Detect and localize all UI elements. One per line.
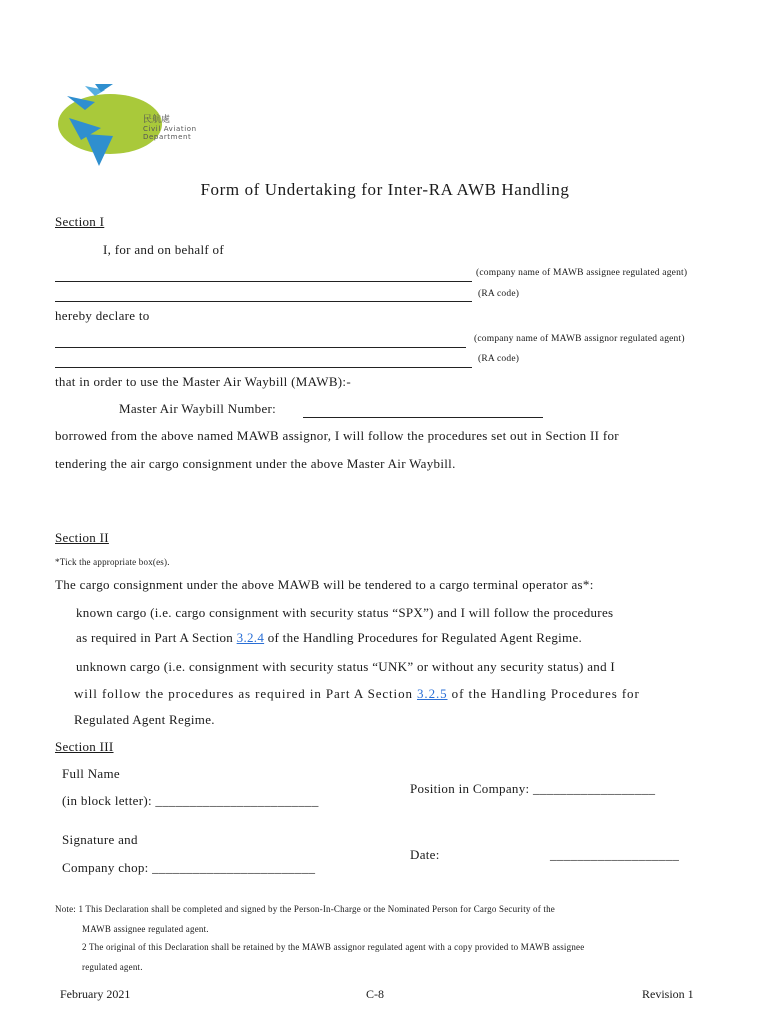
known-cargo-line2-pre: as required in Part A Section bbox=[76, 630, 237, 645]
tick-note: *Tick the appropriate box(es). bbox=[55, 557, 170, 567]
section-1-intro: I, for and on behalf of bbox=[103, 242, 224, 257]
assignor-name-line[interactable] bbox=[55, 347, 466, 348]
footer-date: February 2021 bbox=[60, 987, 131, 1001]
unknown-cargo-line1: unknown cargo (i.e. consignment with security status “UNK” or without any security status) and I bbox=[76, 659, 616, 674]
assignee-name-line[interactable] bbox=[55, 281, 472, 282]
section-3-heading: Section III bbox=[55, 739, 114, 754]
assignor-caption: (company name of MAWB assignor regulated agent) bbox=[474, 334, 685, 344]
section-2-heading: Section II bbox=[55, 530, 109, 545]
logo-chinese-name: 民航處 bbox=[143, 115, 171, 125]
declare-text: hereby declare to bbox=[55, 308, 150, 323]
page-title: Form of Undertaking for Inter-RA AWB Handling bbox=[200, 180, 570, 199]
footer-page-number: C-8 bbox=[366, 987, 384, 1001]
known-cargo-line1: known cargo (i.e. cargo consignment with security status “SPX”) and I will follow the procedures bbox=[76, 605, 614, 620]
section-1-heading: Section I bbox=[55, 214, 105, 229]
logo-english-line2: Department bbox=[143, 133, 192, 141]
section-1-body-line2: tendering the air cargo consignment under the above Master Air Waybill. bbox=[55, 456, 456, 471]
section-2-lead: The cargo consignment under the above MAWB will be tendered to a cargo terminal operator as*: bbox=[55, 577, 594, 592]
note-1-line2: MAWB assignee regulated agent. bbox=[82, 924, 209, 934]
mawb-number-field[interactable] bbox=[303, 417, 543, 418]
unknown-cargo-line2 bbox=[74, 686, 640, 702]
full-name-label: Full Name bbox=[62, 766, 120, 781]
assignee-ra-code-caption: (RA code) bbox=[478, 289, 520, 299]
unknown-cargo-line2-post: of the Handling Procedures for bbox=[447, 686, 640, 701]
known-cargo-line2 bbox=[76, 630, 582, 646]
block-letter-field[interactable]: (in block letter): ________________________ bbox=[62, 793, 319, 808]
logo-english-line1: Civil Aviation bbox=[143, 125, 197, 133]
date-field[interactable]: ___________________ bbox=[550, 847, 680, 862]
signature-label: Signature and bbox=[62, 832, 138, 847]
assignee-caption: (company name of MAWB assignee regulated agent) bbox=[476, 268, 688, 278]
unknown-cargo-line3: Regulated Agent Regime. bbox=[74, 712, 215, 727]
section-3-2-4-link[interactable]: 3.2.4 bbox=[236, 630, 265, 645]
note-2-line2: regulated agent. bbox=[82, 962, 143, 972]
assignee-ra-code-line[interactable] bbox=[55, 301, 472, 302]
note-1-line1: Note: 1 This Declaration shall be completed and signed by the Person-In-Charge or the Nominated Person for Cargo Security of the bbox=[55, 904, 555, 914]
assignor-ra-code-caption: (RA code) bbox=[478, 354, 520, 364]
company-chop-field[interactable]: Company chop: ________________________ bbox=[62, 860, 316, 875]
position-field[interactable]: Position in Company: __________________ bbox=[410, 781, 656, 796]
note-2-line1: 2 The original of this Declaration shall be retained by the MAWB assignor regulated agent with a copy provided to MAWB assignee bbox=[82, 942, 585, 952]
footer-revision: Revision 1 bbox=[642, 987, 694, 1001]
unknown-cargo-line2-pre: will follow the procedures as required in Part A Section bbox=[74, 686, 418, 701]
known-cargo-line2-post: of the Handling Procedures for Regulated Agent Regime. bbox=[264, 630, 583, 645]
section-1-body-line1: borrowed from the above named MAWB assignor, I will follow the procedures set out in Section II for bbox=[55, 428, 619, 443]
mawb-number-label: Master Air Waybill Number: bbox=[119, 401, 277, 416]
cad-logo bbox=[55, 80, 225, 170]
assignor-ra-code-line[interactable] bbox=[55, 367, 472, 368]
mawb-intro: that in order to use the Master Air Waybill (MAWB):- bbox=[55, 374, 351, 389]
date-label: Date: bbox=[410, 847, 440, 862]
section-3-2-5-link[interactable]: 3.2.5 bbox=[417, 686, 448, 701]
